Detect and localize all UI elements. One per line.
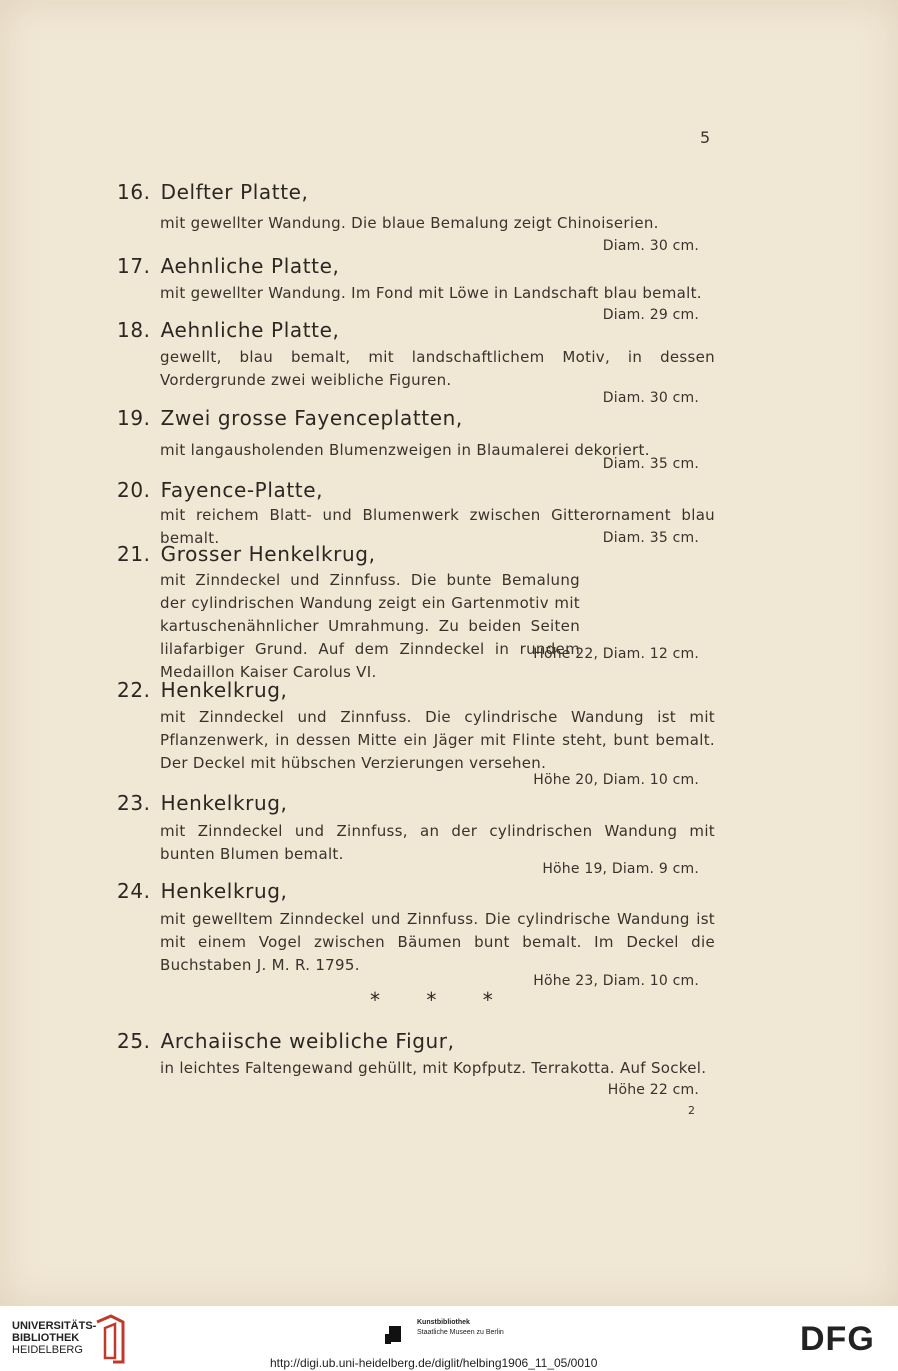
ub-heidelberg-logo-text[interactable] xyxy=(12,1320,96,1356)
ub-line2: BIBLIOTHEK xyxy=(12,1332,80,1344)
entry-number: 18. xyxy=(117,318,151,342)
entry-title: Fayence-Platte, xyxy=(160,478,324,502)
page-number: 5 xyxy=(700,128,711,147)
entry-number: 21. xyxy=(117,542,151,566)
entry-number: 22. xyxy=(117,678,151,702)
entry-number: 19. xyxy=(117,406,151,430)
ub-line3: HEIDELBERG xyxy=(12,1344,83,1356)
entry-title: Aehnliche Platte, xyxy=(160,318,340,342)
kb-line1: Kunstbibliothek xyxy=(417,1319,470,1326)
entry-title: Henkelkrug, xyxy=(160,879,288,903)
entry-description: mit Zinndeckel und Zinnfuss. Die cylindrische Wandung ist mit Pflanzenwerk, in dessen Mitte ein Jäger mit Flinte steht, bunt bemalt. Der Deckel mit hübschen Verzierungen versehen. xyxy=(160,708,715,772)
footer-bar xyxy=(0,1306,898,1371)
separator-stars: * * * xyxy=(370,988,513,1012)
entry-description: mit reichem Blatt- und Blumenwerk zwischen Gitterornament blau bemalt. xyxy=(160,506,715,547)
entry-heading xyxy=(117,1029,455,1053)
entry-measurement: Diam. 35 cm. xyxy=(602,456,699,472)
kunstbibliothek-logo[interactable] xyxy=(381,1318,551,1348)
entry-number: 23. xyxy=(117,791,151,815)
kunstbibliothek-text xyxy=(417,1318,504,1338)
entry-number: 16. xyxy=(117,180,151,204)
entry-measurement: Diam. 30 cm. xyxy=(602,390,699,406)
entry-measurement: Höhe 22 cm. xyxy=(607,1082,699,1098)
entry-measurement: Höhe 20, Diam. 10 cm. xyxy=(533,772,699,788)
entry-number: 24. xyxy=(117,879,151,903)
entry-measurement: Höhe 19, Diam. 9 cm. xyxy=(542,861,699,877)
entry-measurement: Höhe 22, Diam. 12 cm. xyxy=(533,646,699,662)
entry-title: Archaiische weibliche Figur, xyxy=(160,1029,455,1053)
entry-description: mit gewelltem Zinndeckel und Zinnfuss. Die cylindrische Wandung ist mit einem Vogel zwischen Bäumen bunt bemalt. Im Deckel die Buchstaben J. M. R. 1795. xyxy=(160,910,715,974)
ub-line1: UNIVERSITÄTS- xyxy=(12,1320,97,1332)
entry-description: mit langausholenden Blumenzweigen in Blaumalerei dekoriert. xyxy=(160,441,650,459)
entry-title: Henkelkrug, xyxy=(160,791,288,815)
entry-heading xyxy=(117,879,288,903)
entry-description: mit gewellter Wandung. Die blaue Bemalung zeigt Chinoiserien. xyxy=(160,214,659,232)
entry-heading xyxy=(117,791,288,815)
permalink-url[interactable]: http://digi.ub.uni-heidelberg.de/diglit/helbing1906_11_05/0010 xyxy=(270,1356,598,1370)
entry-heading xyxy=(117,254,339,278)
entry-heading xyxy=(117,542,376,566)
ub-heidelberg-logo-icon xyxy=(93,1314,127,1364)
entry-heading xyxy=(117,180,309,204)
entry-heading xyxy=(117,406,463,430)
kunstbibliothek-icon xyxy=(381,1320,409,1348)
entry-number: 17. xyxy=(117,254,151,278)
entry-number: 25. xyxy=(117,1029,151,1053)
entry-description: mit Zinndeckel und Zinnfuss. Die bunte Bemalung der cylindrischen Wandung zeigt ein Gartenmotiv mit kartuschenähnlicher Umrahmung. Zu beiden Seiten lilafarbiger Grund. Auf dem Zinndeckel in rundem Medaillon Kaiser Carolus VI. xyxy=(160,571,580,681)
entry-title: Henkelkrug, xyxy=(160,678,288,702)
entry-measurement: Diam. 29 cm. xyxy=(602,307,699,323)
entry-description: gewellt, blau bemalt, mit landschaftlichem Motiv, in dessen Vordergrunde zwei weibliche Figuren. xyxy=(160,348,715,389)
signature-mark: 2 xyxy=(688,1104,695,1117)
entry-heading xyxy=(117,678,288,702)
entry-title: Zwei grosse Fayenceplatten, xyxy=(160,406,463,430)
entry-description: in leichtes Faltengewand gehüllt, mit Kopfputz. Terrakotta. Auf Sockel. xyxy=(160,1059,707,1077)
entry-description: mit Zinndeckel und Zinnfuss, an der cylindrischen Wandung mit bunten Blumen bemalt. xyxy=(160,822,715,863)
dfg-logo[interactable]: DFG xyxy=(800,1320,875,1358)
entry-measurement: Diam. 35 cm. xyxy=(602,530,699,546)
entry-title: Aehnliche Platte, xyxy=(160,254,340,278)
entry-measurement: Höhe 23, Diam. 10 cm. xyxy=(533,973,699,989)
entry-number: 20. xyxy=(117,478,151,502)
entry-measurement: Diam. 30 cm. xyxy=(602,238,699,254)
entry-title: Grosser Henkelkrug, xyxy=(160,542,376,566)
entry-heading xyxy=(117,478,323,502)
entry-description: mit gewellter Wandung. Im Fond mit Löwe in Landschaft blau bemalt. xyxy=(160,284,702,302)
kb-line2: Staatliche Museen zu Berlin xyxy=(417,1329,504,1336)
entry-title: Delfter Platte, xyxy=(160,180,309,204)
entry-heading xyxy=(117,318,339,342)
